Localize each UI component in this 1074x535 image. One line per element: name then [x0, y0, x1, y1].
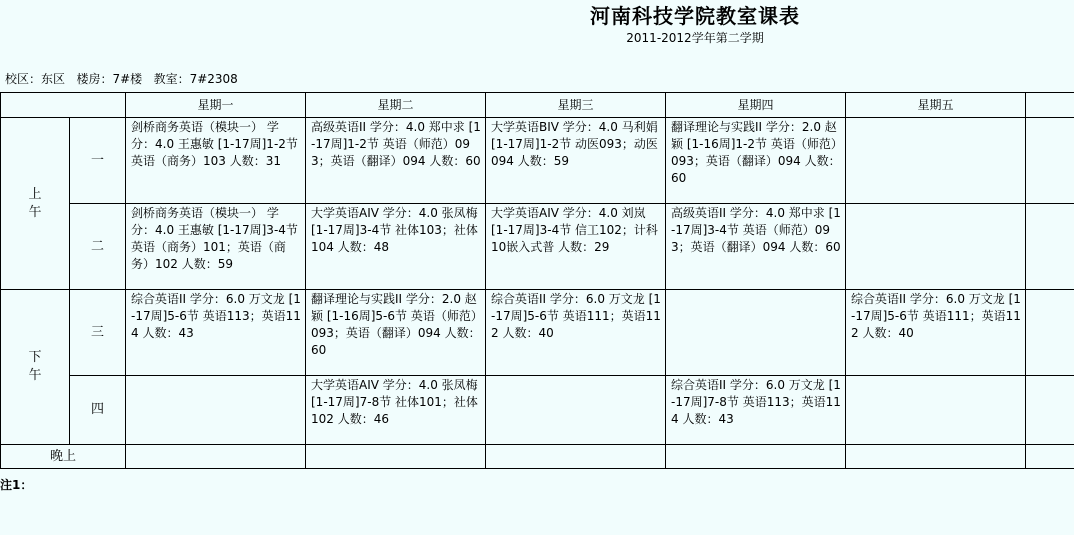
course-cell-thu-evening: [666, 445, 846, 469]
course-cell-fri-1: [846, 118, 1026, 204]
course-cell-thu-2: [666, 204, 846, 290]
session-afternoon: [1, 290, 70, 445]
course-cell-mon-3: [126, 290, 306, 376]
course-cell-mon-evening: [126, 445, 306, 469]
course-text: [846, 376, 1025, 377]
extra-column-cell: [1026, 290, 1074, 376]
course-text: 大学英语AIV 学分：4.0 张凤梅 [1-17周]7-8节 社体101；社体102 人数：46: [311, 378, 478, 426]
session-morning: [1, 118, 70, 290]
course-cell-wed-1: [486, 118, 666, 204]
course-text: 综合英语II 学分：6.0 万文龙 [1-17周]7-8节 英语113；英语114 人数：43: [671, 378, 841, 426]
course-cell-fri-4: [846, 376, 1026, 445]
course-cell-fri-2: [846, 204, 1026, 290]
course-cell-wed-4: [486, 376, 666, 445]
course-text: 剑桥商务英语（模块一） 学分：4.0 王惠敏 [1-17周]1-2节 英语（商务）103 人数：31: [131, 120, 298, 168]
course-cell-tue-1: [306, 118, 486, 204]
classroom-info: 校区：东区 楼房：7#楼 教室：7#2308: [5, 72, 238, 86]
period-label-4: 四: [70, 376, 126, 445]
semester-subtitle: 2011-2012学年第二学期: [626, 31, 764, 45]
course-text: 综合英语II 学分：6.0 万文龙 [1-17周]5-6节 英语111；英语112 人数：40: [851, 292, 1021, 340]
period-row-1: [1, 118, 1074, 204]
course-text: 剑桥商务英语（模块一） 学分：4.0 王惠敏 [1-17周]3-4节 英语（商务）101；英语（商务）102 人数：59: [131, 206, 298, 271]
session-evening: 晚上: [1, 445, 126, 469]
course-text: [126, 376, 305, 377]
course-cell-fri-3: [846, 290, 1026, 376]
period-row-2: [1, 204, 1074, 290]
session-morning-label: 上午: [28, 186, 42, 220]
timetable: [0, 92, 1074, 469]
course-cell-thu-4: [666, 376, 846, 445]
course-text: 翻译理论与实践II 学分：2.0 赵颖 [1-16周]5-6节 英语（师范）093；英语（翻译）094 人数：60: [311, 292, 481, 357]
course-cell-wed-2: [486, 204, 666, 290]
course-text: [846, 445, 1025, 446]
course-cell-tue-4: [306, 376, 486, 445]
course-text: [486, 445, 665, 446]
course-text: [306, 445, 485, 446]
course-text: 高级英语II 学分：4.0 郑中求 [1-17周]3-4节 英语（师范）093；英语（翻译）094 人数：60: [671, 206, 841, 254]
extra-column-cell: [1026, 93, 1074, 118]
course-cell-mon-4: [126, 376, 306, 445]
day-header-mon: 星期一: [126, 93, 306, 118]
course-text: 大学英语AIV 学分：4.0 张凤梅 [1-17周]3-4节 社体103；社体104 人数：48: [311, 206, 478, 254]
course-cell-tue-evening: [306, 445, 486, 469]
course-text: 综合英语II 学分：6.0 万文龙 [1-17周]5-6节 英语111；英语112 人数：40: [491, 292, 661, 340]
footnote: 注1：: [0, 478, 33, 492]
course-text: 大学英语AIV 学分：4.0 刘岚 [1-17周]3-4节 信工102；计科10嵌入式普 人数：29: [491, 206, 658, 254]
course-cell-thu-3: [666, 290, 846, 376]
course-text: [846, 118, 1025, 119]
course-cell-mon-2: [126, 204, 306, 290]
day-header-wed: 星期三: [486, 93, 666, 118]
period-row-3: [1, 290, 1074, 376]
period-label-1: 一: [70, 118, 126, 204]
evening-row: [1, 445, 1074, 469]
extra-column-cell: [1026, 445, 1074, 469]
course-cell-fri-evening: [846, 445, 1026, 469]
course-cell-wed-evening: [486, 445, 666, 469]
extra-column-cell: [1026, 204, 1074, 290]
course-text: 综合英语II 学分：6.0 万文龙 [1-17周]5-6节 英语113；英语114 人数：43: [131, 292, 301, 340]
period-label-3: 三: [70, 290, 126, 376]
course-text: 翻译理论与实践II 学分：2.0 赵颖 [1-16周]1-2节 英语（师范）093；英语（翻译）094 人数：60: [671, 120, 841, 185]
course-cell-tue-2: [306, 204, 486, 290]
period-row-4: [1, 376, 1074, 445]
day-header-tue: 星期二: [306, 93, 486, 118]
extra-column-cell: [1026, 376, 1074, 445]
course-text: [666, 290, 845, 291]
course-text: 高级英语II 学分：4.0 郑中求 [1-17周]1-2节 英语（师范）093；英语（翻译）094 人数：60: [311, 120, 481, 168]
course-text: [126, 445, 305, 446]
course-cell-wed-3: [486, 290, 666, 376]
day-header-fri: 星期五: [846, 93, 1026, 118]
page-title: 河南科技学院教室课表: [590, 4, 800, 28]
course-text: 大学英语BIV 学分：4.0 马利娟 [1-17周]1-2节 动医093；动医094 人数：59: [491, 120, 658, 168]
corner-cell: [1, 93, 126, 118]
period-label-2: 二: [70, 204, 126, 290]
course-cell-thu-1: [666, 118, 846, 204]
course-cell-tue-3: [306, 290, 486, 376]
course-cell-mon-1: [126, 118, 306, 204]
day-header-thu: 星期四: [666, 93, 846, 118]
session-afternoon-label: 下午: [28, 350, 42, 383]
extra-column-cell: [1026, 118, 1074, 204]
course-text: [486, 376, 665, 377]
course-text: [666, 445, 845, 446]
course-text: [846, 204, 1025, 205]
header-row: [1, 93, 1074, 118]
